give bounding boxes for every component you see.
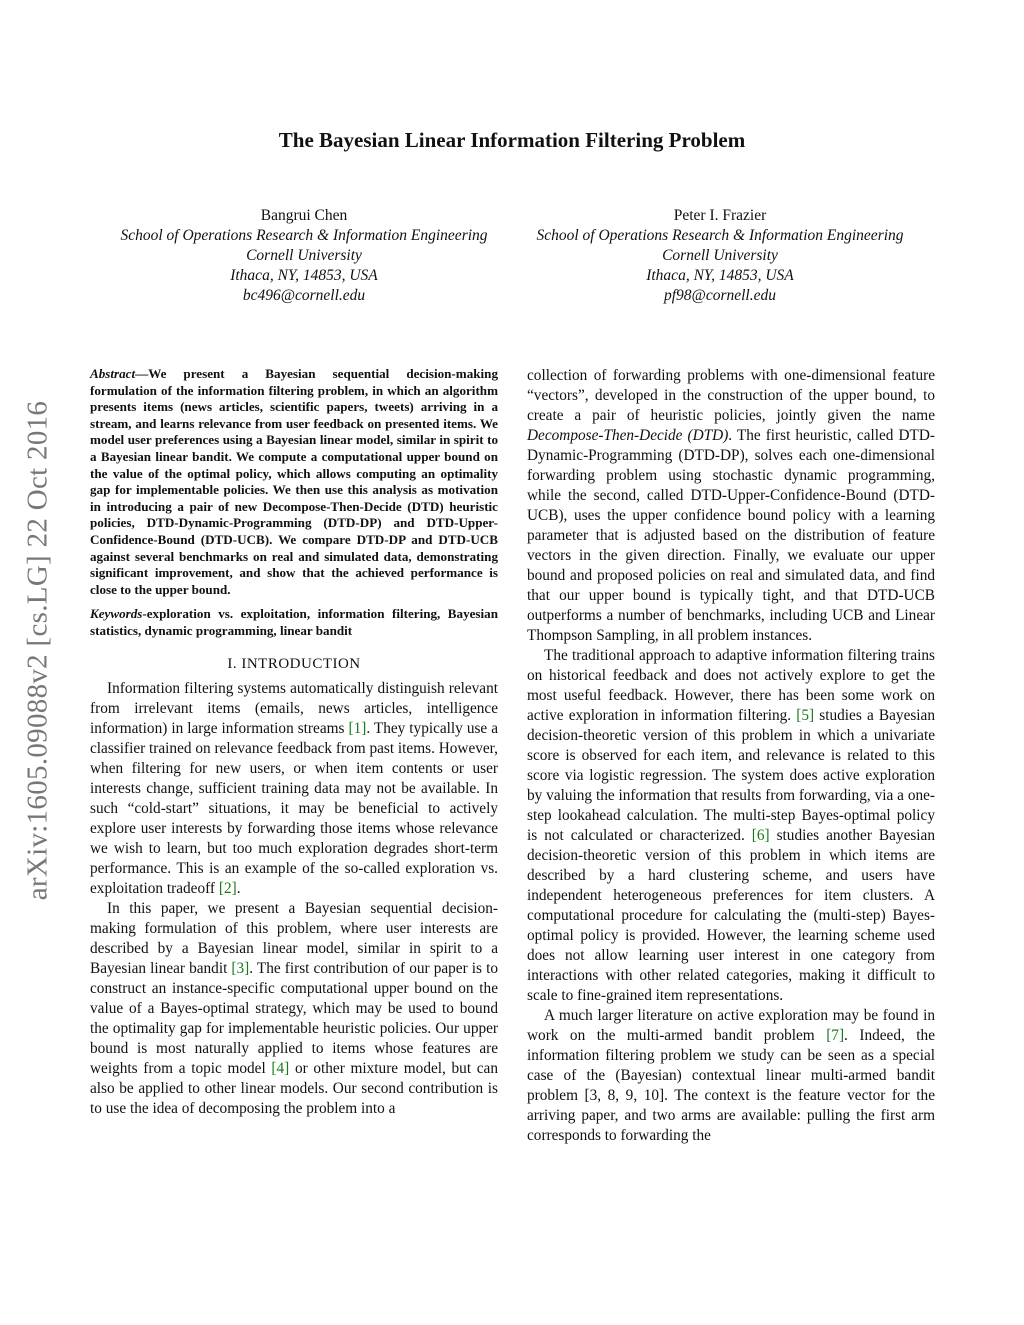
author-email: pf98@cornell.edu	[664, 287, 776, 304]
citation-link[interactable]: [1]	[348, 719, 367, 737]
keywords-lead: Keywords	[90, 606, 143, 622]
left-column	[90, 366, 498, 1119]
text-run: collection of forwarding problems with one-dimensional feature “vectors”, developed in the construction of the upper bound, to create a pair of heuristic policies, jointly given the name	[527, 367, 935, 424]
citation-link[interactable]: [4]	[271, 1059, 290, 1077]
text-run: The traditional approach to adaptive information filtering trains on historical feedback and does not actively explore to get the most useful feedback. However, there has been some work on active exploration in information filtering.	[527, 647, 935, 724]
paper-title: The Bayesian Linear Information Filtering Problem	[278, 128, 746, 152]
keywords	[90, 606, 498, 639]
text-run: In this paper, we present a Bayesian sequential decision-making formulation of this problem, where user interests are described by a Bayesian linear model, similar in spirit to a Bayesian linear bandit	[90, 899, 498, 977]
intro-paragraph-2	[90, 899, 498, 1119]
text-run: A much larger literature on active exploration may be found in work on the multi-armed bandit problem	[527, 1007, 935, 1044]
author-location: Ithaca, NY, 14853, USA	[230, 267, 378, 284]
author-affiliation: School of Operations Research & Information Engineering	[536, 227, 904, 244]
right-paragraph-2	[527, 646, 935, 1006]
author-email: bc496@cornell.edu	[242, 287, 366, 304]
author-name: Bangrui Chen	[260, 207, 348, 224]
citation-link[interactable]: [7]	[826, 1027, 845, 1044]
author-affiliation: School of Operations Research & Information Engineering	[120, 227, 488, 244]
citation-link[interactable]: [6]	[751, 827, 770, 844]
arxiv-id-text: arXiv:1605.09088v2 [cs.LG] 22 Oct 2016	[21, 400, 54, 900]
section-heading-introduction: I. INTRODUCTION	[227, 655, 361, 672]
citation-link[interactable]: [5]	[796, 707, 815, 724]
text-run: .	[236, 879, 241, 897]
abstract-text: We present a Bayesian sequential decision-making formulation of the information filtering problem, in which an algorithm presents items (news articles, scientific papers, tweets) arriving in a stream, and learns relevance from user feedback on presented items. We model user preferences using a Bayesian linear model, similar in spirit to a Bayesian linear bandit. We compute a computational upper bound on the value of the optimal policy, which allows computing an optimality gap for implementable policies. We then use this analysis as motivation in introducing a pair of new Decompose-Then-Decide (DTD) heuristic policies, DTD-Dynamic-Programming (DTD-DP) and DTD-Upper-Confidence-Bound (DTD-UCB). We compare DTD-DP and DTD-UCB against several benchmarks on real and simulated data, demonstrating significant improvement, and show that the achieved performance is close to the upper bound.	[90, 366, 498, 597]
citation-link[interactable]: [2]	[218, 879, 237, 897]
text-run: . They typically use a classifier trained on relevance feedback from past items. However, when filtering for new users, or when item contents or user interests change, sufficient training data may not be available. In such “cold-start” situations, it may be beneficial to actively explore user interests by forwarding those items whose relevance we wish to learn, but too much exploration degrades short-term performance. This is an example of the so-called exploration vs. exploitation tradeoff	[90, 719, 499, 897]
text-run: . The first heuristic, called DTD-Dynamic-Programming (DTD-DP), solves each one-dimensional forwarding problem using stochastic dynamic programming, while the second, called DTD-Upper-Confidence-Bound (DTD-UCB), uses the upper confidence bound policy with a learning parameter that is adjusted based on the distribution of feature vectors in the given direction. Finally, we evaluate our upper bound and proposed policies on real and simulated data, and find that our upper bound is typically tight, and that DTD-UCB outperforms a number of benchmarks, including UCB and Linear Thompson Sampling, in all problem instances.	[527, 427, 936, 644]
right-paragraph-1	[527, 366, 935, 646]
emphasis-text: Decompose-Then-Decide (DTD)	[527, 427, 729, 444]
right-column	[527, 366, 935, 1146]
author-block-2	[500, 206, 940, 306]
keywords-text: -exploration vs. exploitation, information filtering, Bayesian statistics, dynamic programming, linear bandit	[90, 606, 498, 638]
arxiv-identifier	[16, 355, 60, 945]
text-run: Information filtering systems automatically distinguish relevant from irrelevant items (emails, news articles, intelligence information) in large information streams	[90, 679, 498, 737]
abstract-dash: —	[135, 366, 149, 381]
intro-paragraph-1	[90, 679, 498, 899]
abstract-lead: Abstract	[90, 366, 136, 381]
author-name: Peter I. Frazier	[673, 207, 767, 224]
text-run: studies a Bayesian decision-theoretic version of this problem in which a univariate score is observed for each item, and relevance is related to this score via logistic regression. The system does active exploration by valuing the information that results from forwarding, via a one-step lookahead calculation. The multi-step Bayes-optimal policy is not calculated or characterized.	[527, 707, 935, 844]
text-run: studies another Bayesian decision-theoretic version of this problem in which items are described by a hard clustering scheme, and users have independent heterogeneous preferences for item clusters. A computational procedure for calculating the (multi-step) Bayes-optimal policy is provided. However, the learning scheme used does not allow learning user interest in one category from interactions with other related categories, making it difficult to scale to fine-grained item representations.	[527, 827, 935, 1004]
author-location: Ithaca, NY, 14853, USA	[646, 267, 794, 284]
abstract	[90, 366, 498, 598]
text-run: . The first contribution of our paper is to construct an instance-specific computational upper bound on the value of a Bayes-optimal strategy, which may be used to bound the optimality gap for implementable heuristic policies. Our upper bound is most naturally applied to items whose features are weights from a topic model	[90, 959, 498, 1077]
author-university: Cornell University	[246, 247, 362, 264]
citation-link[interactable]: [3]	[231, 959, 250, 977]
right-paragraph-3	[527, 1006, 935, 1146]
author-block-1	[84, 206, 524, 306]
text-run: or other mixture model, but can also be applied to other linear models. Our second contribution is to use the idea of decomposing the problem into a	[90, 1059, 498, 1117]
author-university: Cornell University	[662, 247, 778, 264]
text-run: . Indeed, the information filtering problem we study can be seen as a special case of the (Bayesian) contextual linear multi-armed bandit problem [3, 8, 9, 10]. The context is the feature vector for the arriving paper, and two arms are available: pulling the first arm corresponds to forwarding the	[527, 1027, 935, 1144]
